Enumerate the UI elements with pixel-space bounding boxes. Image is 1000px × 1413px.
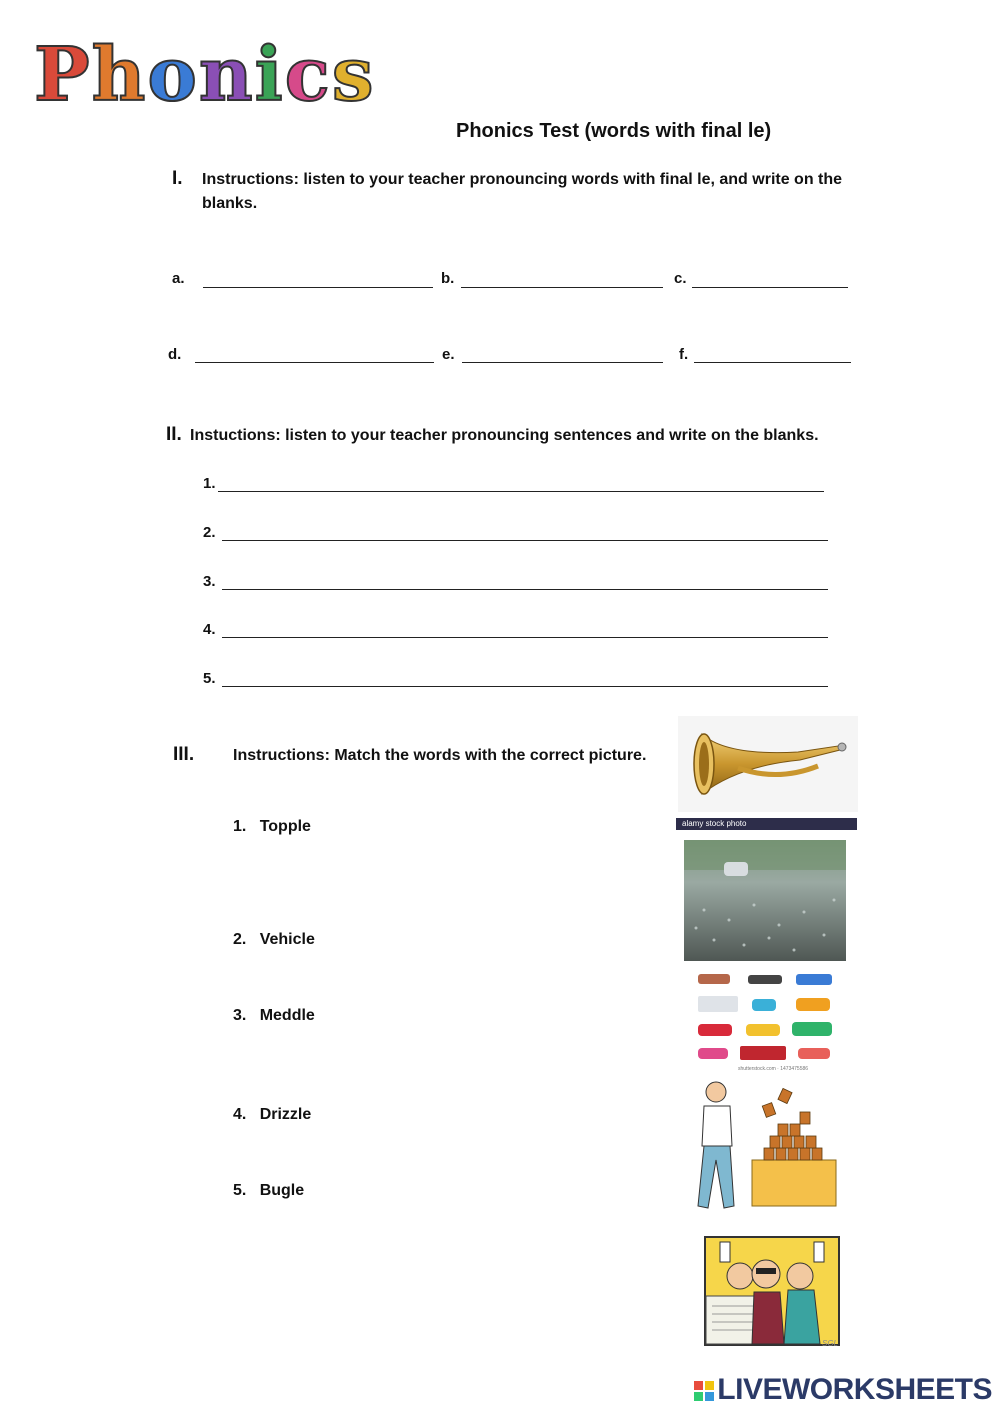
bugle-picture[interactable] — [678, 716, 858, 812]
shutterstock-caption: shutterstock.com · 1473475586 — [738, 1066, 809, 1072]
blank-label-a: a. — [172, 270, 185, 287]
logo-square — [705, 1381, 714, 1390]
sentence-blank-4[interactable] — [222, 637, 828, 638]
liveworksheets-logo-icon — [694, 1381, 714, 1401]
sentence-blank-1[interactable] — [218, 491, 824, 492]
drizzle-picture[interactable] — [684, 840, 846, 961]
meddle-illustration — [704, 1236, 840, 1348]
blank-d[interactable] — [195, 362, 434, 363]
sentence-blank-3[interactable] — [222, 589, 828, 590]
topple-picture[interactable] — [694, 1074, 842, 1218]
bugle-illustration — [678, 716, 858, 812]
match-item-2[interactable]: 2. Vehicle — [233, 931, 315, 948]
match-item-3[interactable]: 3. Meddle — [233, 1007, 315, 1024]
vehicles-illustration — [690, 966, 842, 1072]
liveworksheets-footer[interactable] — [694, 1373, 992, 1407]
phonics-logo — [34, 32, 376, 118]
alamy-banner-text: alamy stock photo — [682, 819, 747, 828]
blank-label-e: e. — [442, 346, 455, 363]
blank-f[interactable] — [694, 362, 851, 363]
logo-square — [705, 1392, 714, 1401]
blank-label-f: f. — [679, 346, 689, 363]
blank-label-b: b. — [441, 270, 455, 287]
page-title: Phonics Test (words with final le) — [456, 120, 772, 142]
section-3-numeral: III. — [173, 744, 195, 765]
logo-letter: h — [91, 32, 148, 118]
blank-b[interactable] — [461, 287, 663, 288]
logo-letter: o — [147, 32, 199, 118]
section-3-instruction: Instructions: Match the words with the correct picture. — [233, 747, 647, 764]
meddle-picture[interactable] — [704, 1236, 840, 1348]
blank-label-d: d. — [168, 346, 182, 363]
sentence-number-2: 2. — [203, 524, 216, 541]
sentence-number-3: 3. — [203, 573, 216, 590]
vehicles-picture[interactable] — [690, 966, 842, 1072]
logo-square — [694, 1381, 703, 1390]
logo-letter: P — [34, 32, 92, 118]
drizzle-illustration — [684, 840, 846, 961]
artist-signature: SGL — [821, 1339, 838, 1348]
blank-c[interactable] — [692, 287, 848, 288]
match-item-1[interactable]: 1. Topple — [233, 818, 311, 835]
section-1-numeral: I. — [172, 168, 183, 189]
sentence-blank-5[interactable] — [222, 686, 828, 687]
logo-square — [694, 1392, 703, 1401]
section-2-numeral: II. — [166, 424, 182, 445]
liveworksheets-brand: LIVEWORKSHEETS — [717, 1373, 992, 1406]
sentence-blank-2[interactable] — [222, 540, 828, 541]
logo-letter: n — [198, 32, 255, 118]
match-item-4[interactable]: 4. Drizzle — [233, 1106, 312, 1123]
topple-illustration — [694, 1074, 842, 1218]
sentence-number-5: 5. — [203, 670, 216, 687]
match-item-5[interactable]: 5. Bugle — [233, 1182, 305, 1199]
blank-e[interactable] — [462, 362, 663, 363]
blank-a[interactable] — [203, 287, 433, 288]
sentence-number-4: 4. — [203, 621, 216, 638]
alamy-banner — [676, 818, 857, 830]
sentence-number-1: 1. — [203, 475, 216, 492]
logo-letter: s — [331, 32, 376, 118]
section-1-instruction: Instructions: listen to your teacher pronouncing words with final le, and write on the blanks. — [202, 171, 843, 212]
logo-letter: i — [254, 32, 285, 118]
section-2-instruction: Instuctions: listen to your teacher pronouncing sentences and write on the blanks. — [190, 427, 819, 444]
logo-letter: c — [284, 32, 332, 118]
blank-label-c: c. — [674, 270, 687, 287]
